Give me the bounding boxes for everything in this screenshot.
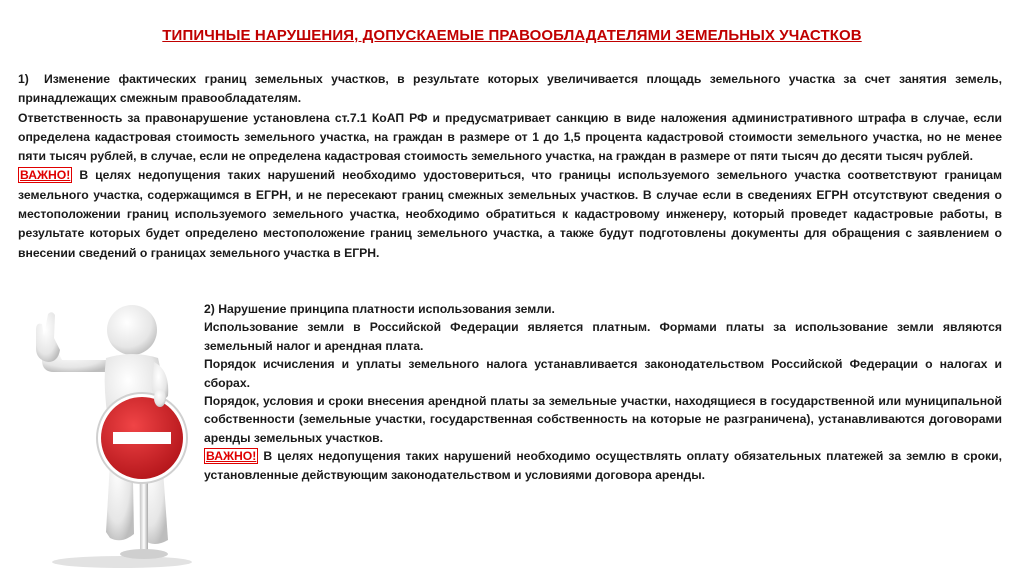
section-1-heading-text: Изменение фактических границ земельных участков, в результате которых увеличивается площадь земельного участка за счет занятия земель, принадлежащих смежным правообладателям. (18, 72, 1002, 106)
stop-figure-icon (14, 300, 200, 570)
section-2 (204, 300, 1002, 484)
section-1-liability: Ответственность за правонарушение установлена ст.7.1 КоАП РФ и предусматривает санкцию в виде наложения административного штрафа в случае, если определена кадастровая стоимость земельного участка, на граждан в размере от 1 до 1,5 процента кадастровой стоимости земельного участка, но не менее пяти тысяч рублей, в случае, если не определена кадастровая стоимость земельного участка, на граждан в размере от пяти тысяч до десяти тысяч рублей. (18, 110, 1002, 164)
important-label: ВАЖНО! (20, 168, 71, 183)
section-2-important (204, 447, 1002, 484)
page-title: ТИПИЧНЫЕ НАРУШЕНИЯ, ДОПУСКАЕМЫЕ ПРАВООБЛАДАТЕЛЯМИ ЗЕМЕЛЬНЫХ УЧАСТКОВ (162, 27, 862, 44)
section-2-important-text: В целях недопущения таких нарушений необходимо осуществлять оплату обязательных платежей за землю в сроки, установленные действующим законодательством и условиями договора аренды. (204, 449, 1002, 482)
section-1-heading (18, 70, 1002, 109)
section-1-important (18, 166, 1002, 262)
section-1-important-text: В целях недопущения таких нарушений необходимо удостовериться, что границы используемого земельного участка соответствуют границам земельного участка, содержащимся в ЕГРН, и не пересекают границ смежных земельных участков. В случае если в сведениях ЕГРН отсутствуют сведения о местоположении границ используемого земельного участка, необходимо обратиться к кадастровому инженеру, который проведет кадастровые работы, в результате которых будет определено местоположение границ земельного участка, а также будут подготовлены документы для обращения с заявлением о внесении сведений о границах земельного участка в ЕГРН. (18, 168, 1002, 260)
important-label: ВАЖНО! (206, 449, 257, 464)
section-2-heading: 2) Нарушение принципа платности использования земли. (204, 302, 555, 316)
section-2-para-2: Порядок исчисления и уплаты земельного налога устанавливается законодательством Российской Федерации о налогах и сборах. (204, 357, 1002, 390)
section-2-para-1: Использование земли в Российской Федерации является платным. Формами платы за использование земли являются земельный налог и арендная плата. (204, 320, 1002, 353)
section-2-para-3: Порядок, условия и сроки внесения арендной платы за земельные участки, находящиеся в государственной или муниципальной собственности (земельные участки, государственная собственность на которые не разграничена), устанавливаются договорами аренды земельных участков. (204, 394, 1002, 445)
section-1-number: 1) (18, 72, 29, 86)
section-1 (18, 70, 1002, 263)
